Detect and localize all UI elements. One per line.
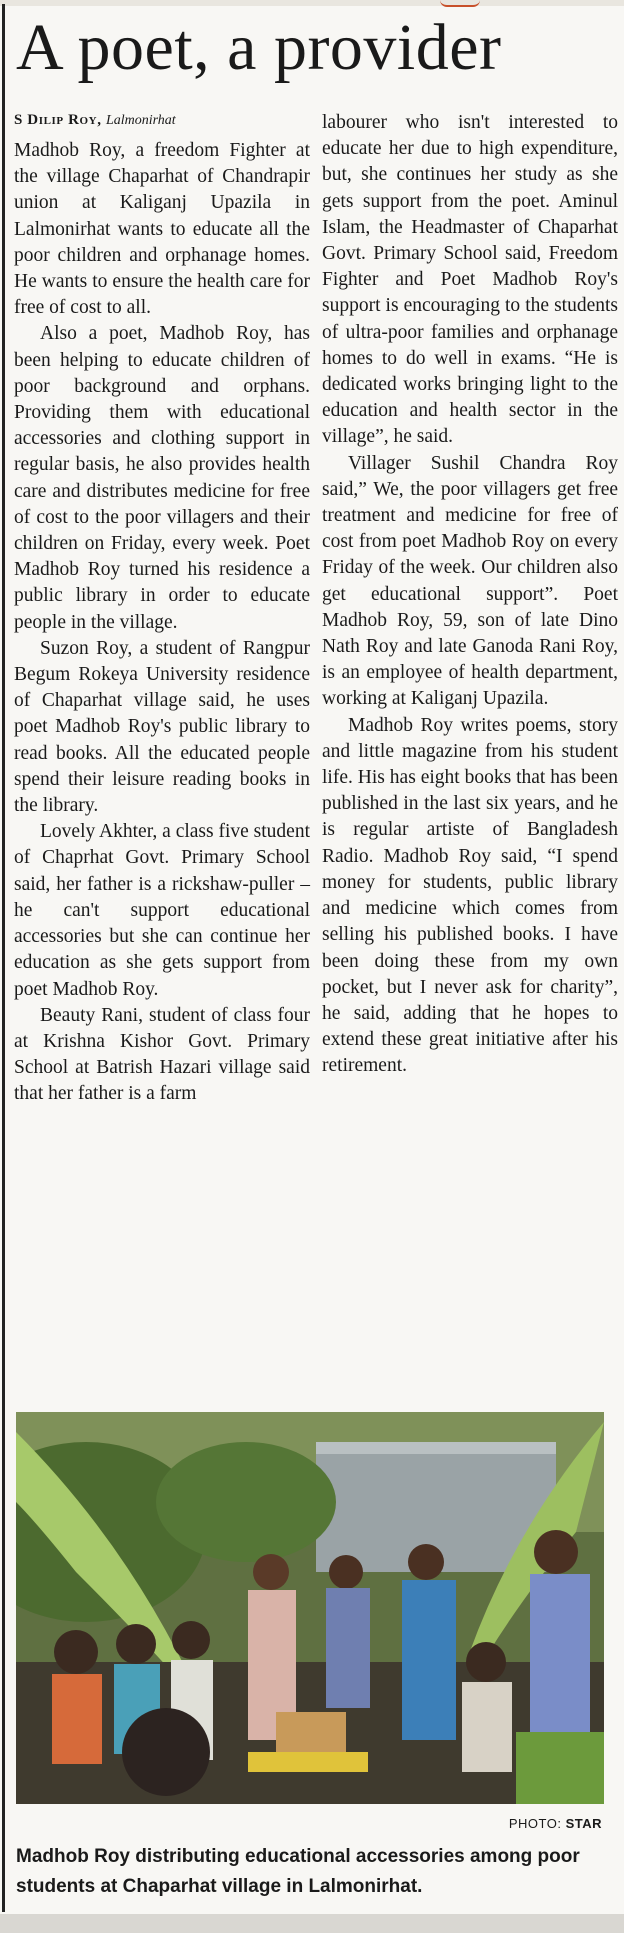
article-paragraph: Madhob Roy writes poems, story and little magazine from his student life. His has eight books that has been published in the last six years, and he is regular artiste of Bangladesh Radio. Madhob Roy said, “I spend money for students, public library and medicine which comes from selling his published books. I have been doing these from my own pocket, but I never ask for charity”, he said, adding that he hopes to extend these great initiative after his retirement. bbox=[322, 714, 618, 1077]
page-bottom-bar bbox=[0, 1914, 624, 1933]
article-paragraph: Villager Sushil Chandra Roy said,” We, the poor villagers get free treatment and medicine for free of cost from poet Madhob Roy on every Friday of the week. Our children also get educational support”. Poet Madhob Roy, 59, son of late Dino Nath Roy and late Ganoda Rani Roy, is an employee of health department, working at Kaliganj Upazila. bbox=[322, 452, 618, 710]
photo-illustration bbox=[16, 1412, 604, 1804]
article-paragraph: Madhob Roy, a freedom Fighter at the village Chaparhat of Chandrapir union at Kaliganj Upazila in Lalmonirhat wants to educate all the poor children and orphanage homes. He wants to ensure the health care for free of cost to all. bbox=[14, 140, 310, 319]
photo-caption: Madhob Roy distributing educational accessories among poor students at Chaparhat village in Lalmonirhat. bbox=[16, 1846, 580, 1897]
article-column-left bbox=[14, 110, 310, 1108]
article-paragraph: Beauty Rani, student of class four at Krishna Kishor Govt. Primary School at Batrish Hazari village said that her father is a farm bbox=[14, 1004, 310, 1105]
left-frame-rule bbox=[2, 4, 5, 1912]
headline: A poet, a provider bbox=[16, 11, 502, 84]
article-column-right bbox=[322, 110, 618, 1080]
photo-credit-source: STAR bbox=[565, 1816, 602, 1831]
article-paragraph: Lovely Akhter, a class five student of Chaprhat Govt. Primary School said, her father is a rickshaw-puller – he can't support educational accessories but she can continue her education as she gets support from poet Madhob Roy. bbox=[14, 821, 310, 1000]
article-paragraph: labourer who isn't interested to educate her due to high expenditure, but, she continues her study as she gets support from the poet. Aminul Islam, the Headmaster of Chaparhat Govt. Primary School said, Freedom Fighter and Poet Madhob Roy's support is encouraging to the students of ultra-poor families and orphanage homes to do well in exams. “He is dedicated works bringing light to the education and health sector in the village”, he said. bbox=[322, 112, 618, 448]
article-paragraph: Suzon Roy, a student of Rangpur Begum Rokeya University residence of Chaparhat village said, he uses poet Madhob Roy's public library to read books. All the educated people spend their leisure reading books in the library. bbox=[14, 637, 310, 817]
photo-credit-label: PHOTO: bbox=[508, 1816, 562, 1831]
photo-credit bbox=[509, 1816, 602, 1831]
news-photo bbox=[16, 1412, 604, 1804]
byline bbox=[14, 110, 310, 138]
byline-author: S Dilip Roy, bbox=[14, 112, 102, 128]
byline-location: Lalmonirhat bbox=[105, 113, 176, 128]
article-paragraph: Also a poet, Madhob Roy, has been helping to educate children of poor background and orphans. Providing them with educational accessories and clothing support in regular basis, he also provides health care and distributes medicine for free of cost to the poor villagers and their children on Friday, every week. Poet Madhob Roy turned his residence a public library in order to educate people in the village. bbox=[14, 323, 310, 633]
